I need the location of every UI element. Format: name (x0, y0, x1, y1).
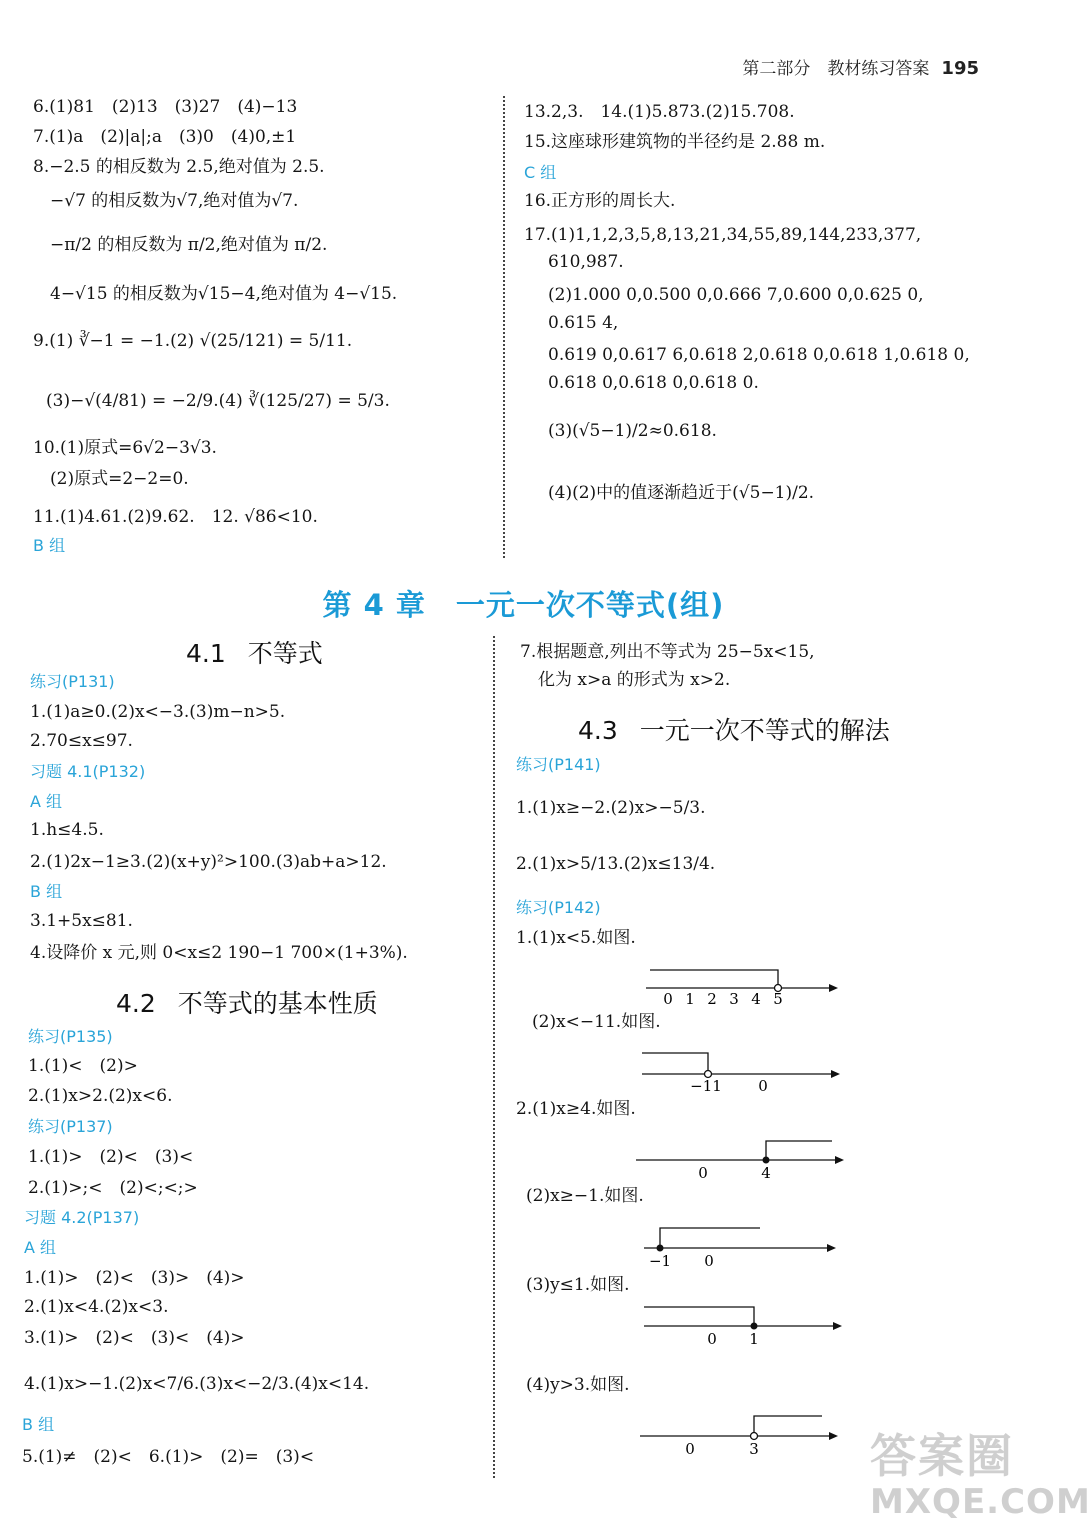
section-heading-4-2 (116, 984, 378, 1020)
solution-ray (650, 970, 778, 984)
solution-ray (660, 1228, 760, 1248)
number-line-2 (638, 1046, 848, 1094)
answer-line: 16.正方形的周长大. (524, 191, 676, 211)
answer-line: (2)x≥−1.如图. (526, 1186, 644, 1206)
chapter-title: 第 4 章 一元一次不等式(组) (322, 588, 725, 622)
watermark (870, 1420, 1091, 1522)
tick-label: 3 (749, 1440, 759, 1458)
number-line-5 (640, 1302, 850, 1350)
tick-label: 0 (685, 1440, 695, 1458)
axis-arrow (827, 1244, 836, 1252)
group-label: A 组 (24, 1238, 57, 1257)
watermark-logo: 答案圈 (870, 1429, 1014, 1483)
section-title: 不等式的基本性质 (177, 989, 378, 1018)
answer-line: (2)x<−11.如图. (532, 1012, 661, 1032)
answer-line: 2.(1)>;< (2)<;<;> (28, 1178, 198, 1198)
tick-label: 0 (758, 1077, 768, 1095)
answer-line: 4−√15 的相反数为√15−4,绝对值为 4−√15. (50, 284, 398, 304)
answer-line: 9.(1) ∛−1 = −1.(2) √(25/121) = 5/11. (33, 331, 353, 351)
answer-line: 10.(1)原式=6√2−3√3. (33, 438, 217, 458)
answer-line: 1.h≤4.5. (30, 820, 104, 840)
answer-line: 7.根据题意,列出不等式为 25−5x<15, (520, 642, 815, 662)
answer-line: 1.(1)a≥0.(2)x<−3.(3)m−n>5. (30, 702, 286, 722)
number-line-3 (632, 1136, 852, 1182)
tick-label: 4 (761, 1164, 771, 1182)
open-endpoint (751, 1433, 758, 1440)
exercise-label: 习题 4.1(P132) (30, 762, 146, 781)
answer-line: 7.(1)a (2)|a|;a (3)0 (4)0,±1 (33, 127, 297, 147)
section-title: 一元一次不等式的解法 (639, 716, 890, 745)
answer-line: (3)−√(4/81) = −2/9.(4) ∛(125/27) = 5/3. (46, 391, 390, 411)
answer-line: 2.(1)x≥4.如图. (516, 1099, 636, 1119)
column-divider-bottom (493, 636, 495, 1478)
section-number: 4.2 (116, 989, 156, 1018)
tick-label: 1 (749, 1330, 759, 1348)
exercise-label: 练习(P137) (28, 1117, 113, 1136)
number-line-6 (636, 1410, 846, 1458)
exercise-label: 练习(P141) (516, 755, 601, 774)
answer-line: 6.(1)81 (2)13 (3)27 (4)−13 (33, 97, 298, 117)
axis-arrow (829, 984, 838, 992)
answer-line: 3.(1)> (2)< (3)< (4)> (24, 1328, 245, 1348)
tick-label: 0 (663, 990, 673, 1008)
answer-line: 2.(1)x>2.(2)x<6. (28, 1086, 173, 1106)
axis-arrow (835, 1156, 844, 1164)
answer-line: 1.(1)x<5.如图. (516, 928, 636, 948)
answer-line: 0.615 4, (548, 313, 619, 333)
group-label: B 组 (22, 1415, 55, 1434)
answer-line: 5.(1)≠ (2)< 6.(1)> (2)= (3)< (22, 1447, 315, 1467)
answer-line: 1.(1)< (2)> (28, 1056, 138, 1076)
answer-line: 化为 x>a 的形式为 x>2. (538, 670, 731, 690)
tick-label: 0 (698, 1164, 708, 1182)
answer-line: (3)(√5−1)/2≈0.618. (548, 421, 717, 441)
section-heading-4-3 (578, 711, 890, 747)
answer-line: (2)1.000 0,0.500 0,0.666 7,0.600 0,0.625 0, (548, 285, 924, 305)
exercise-label: 练习(P131) (30, 672, 115, 691)
answer-line: 2.70≤x≤97. (30, 731, 133, 751)
answer-line: (2)原式=2−2=0. (50, 469, 189, 489)
exercise-label: 习题 4.2(P137) (24, 1208, 140, 1227)
tick-label: 1 (685, 990, 695, 1008)
tick-label: 4 (751, 990, 761, 1008)
answer-line: 8.−2.5 的相反数为 2.5,绝对值为 2.5. (33, 157, 325, 177)
axis-arrow (829, 1432, 838, 1440)
answer-line: 17.(1)1,1,2,3,5,8,13,21,34,55,89,144,233,377, (524, 225, 922, 245)
solution-ray (644, 1307, 754, 1326)
section-heading-4-1 (186, 634, 323, 670)
tick-label: 0 (707, 1330, 717, 1348)
solution-ray (766, 1141, 832, 1160)
group-label: C 组 (524, 163, 557, 182)
tick-label: 0 (704, 1252, 714, 1270)
answer-line: −π/2 的相反数为 π/2,绝对值为 π/2. (50, 235, 328, 255)
answer-line: 2.(1)2x−1≥3.(2)(x+y)²>100.(3)ab+a>12. (30, 852, 387, 872)
tick-label: −11 (690, 1077, 722, 1095)
closed-endpoint (763, 1157, 770, 1164)
answer-line: −√7 的相反数为√7,绝对值为√7. (50, 191, 299, 211)
header-part: 第二部分 教材练习答案 (742, 59, 930, 79)
closed-endpoint (657, 1245, 664, 1252)
answer-line: 2.(1)x>5/13.(2)x≤13/4. (516, 854, 716, 874)
axis-arrow (831, 1070, 840, 1078)
answer-line: 15.这座球形建筑物的半径约是 2.88 m. (524, 132, 826, 152)
watermark-url: MXQE.COM (870, 1482, 1091, 1522)
tick-label: 2 (707, 990, 717, 1008)
closed-endpoint (751, 1323, 758, 1330)
page-number: 195 (941, 58, 979, 79)
solution-ray (642, 1053, 708, 1070)
number-line-4 (640, 1220, 845, 1270)
answer-line: 1.(1)x≥−2.(2)x>−5/3. (516, 798, 706, 818)
section-number: 4.1 (186, 639, 226, 668)
section-number: 4.3 (578, 716, 618, 745)
answer-line: 3.1+5x≤81. (30, 911, 133, 931)
answer-line: 610,987. (548, 252, 624, 272)
section-title: 不等式 (247, 639, 323, 668)
answer-line: 0.619 0,0.617 6,0.618 2,0.618 0,0.618 1,0.618 0, (548, 345, 970, 365)
answer-line: 1.(1)> (2)< (3)> (4)> (24, 1268, 245, 1288)
tick-label: 5 (773, 990, 783, 1008)
answer-line: (4)(2)中的值逐渐趋近于(√5−1)/2. (548, 483, 815, 503)
exercise-label: 练习(P135) (28, 1027, 113, 1046)
tick-label: −1 (648, 1252, 672, 1270)
answer-line: 13.2,3. 14.(1)5.873.(2)15.708. (524, 102, 795, 122)
answer-line: 1.(1)> (2)< (3)< (28, 1147, 194, 1167)
number-line-1 (640, 962, 845, 1006)
answer-line: 2.(1)x<4.(2)x<3. (24, 1297, 169, 1317)
answer-line: 4.(1)x>−1.(2)x<7/6.(3)x<−2/3.(4)x<14. (24, 1374, 370, 1394)
answer-line: 4.设降价 x 元,则 0<x≤2 190−1 700×(1+3%). (30, 943, 408, 963)
answer-line: 11.(1)4.61.(2)9.62. 12. √86<10. (33, 507, 318, 527)
tick-label: 3 (729, 990, 739, 1008)
answer-line: (3)y≤1.如图. (526, 1275, 630, 1295)
axis-arrow (833, 1322, 842, 1330)
page-header (742, 54, 979, 79)
solution-ray (754, 1416, 822, 1432)
answer-line: (4)y>3.如图. (526, 1375, 630, 1395)
group-label: A 组 (30, 792, 63, 811)
column-divider-top (503, 96, 505, 558)
group-label: B 组 (30, 882, 63, 901)
exercise-label: 练习(P142) (516, 898, 601, 917)
answer-line: 0.618 0,0.618 0,0.618 0. (548, 373, 759, 393)
group-label: B 组 (33, 536, 66, 555)
